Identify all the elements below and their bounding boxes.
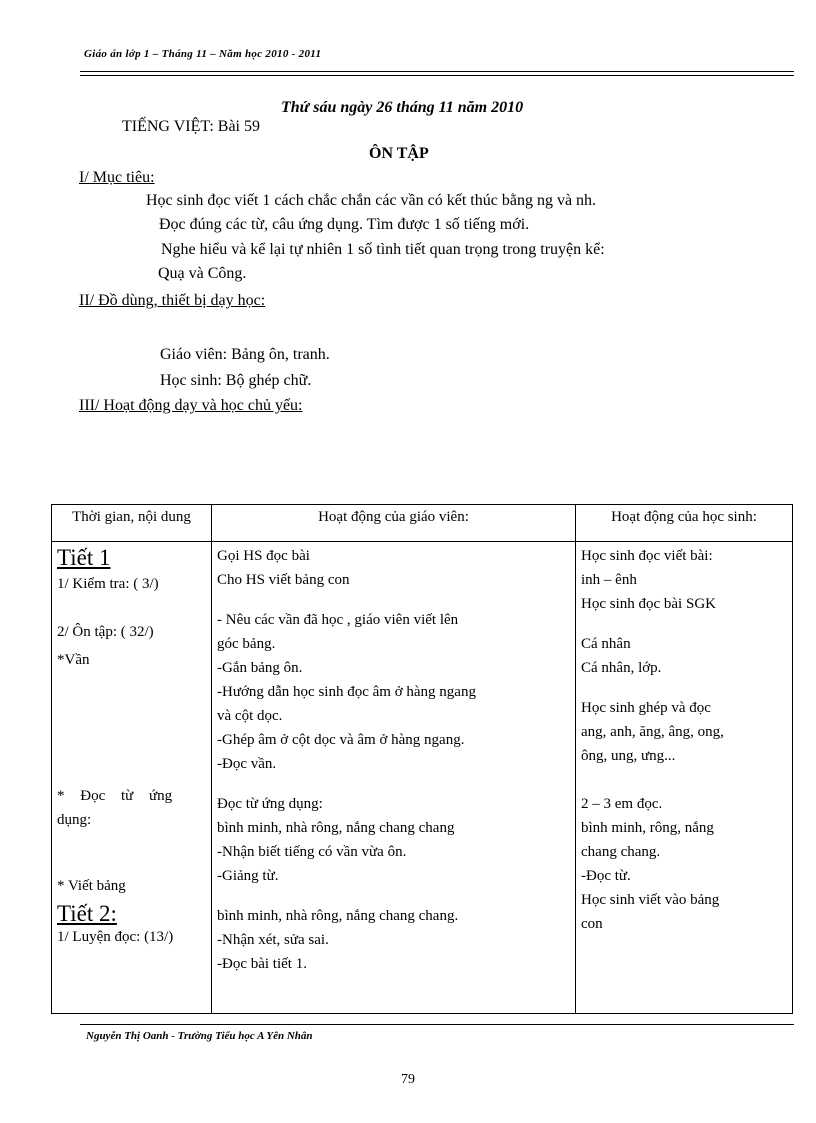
teacher-line: -Giảng từ. [217, 868, 279, 884]
tiet-2-heading: Tiết 2: [57, 901, 117, 926]
student-line: inh – ênh [581, 572, 637, 588]
col-header-time: Thời gian, nội dung [52, 505, 212, 542]
teacher-line: -Ghép âm ở cột dọc và âm ở hàng ngang. [217, 732, 465, 748]
materials-heading: II/ Đồ dùng, thiết bị dạy học: [79, 292, 266, 309]
teacher-line: bình minh, nhà rông, nắng chang chang. [217, 908, 459, 924]
student-line [581, 616, 787, 632]
teacher-line: -Nhận xét, sửa sai. [217, 932, 329, 948]
student-line: Cá nhân, lớp. [581, 660, 662, 676]
time-content-cell [52, 542, 212, 1014]
teacher-line: -Đọc bài tiết 1. [217, 956, 307, 972]
teacher-line [217, 888, 570, 904]
lesson-plan-table [51, 504, 793, 1014]
page-header: Giáo án lớp 1 – Tháng 11 – Năm học 2010 - 2011 [84, 48, 322, 60]
objective-item: Học sinh đọc viết 1 cách chắc chắn các vần có kết thúc bằng ng và nh. [146, 192, 597, 209]
lesson-title: ÔN TẬP [369, 145, 429, 162]
on-tap-label: 2/ Ôn tập: ( 32/) [57, 624, 154, 640]
col-header-student: Hoạt động của học sinh: [576, 505, 793, 542]
tiet-1-heading: Tiết 1 [57, 545, 111, 570]
student-line [581, 680, 787, 696]
material-item: Giáo viên: Bảng ôn, tranh. [160, 346, 330, 363]
teacher-line: -Nhận biết tiếng có vần vừa ôn. [217, 844, 407, 860]
lesson-date: Thứ sáu ngày 26 tháng 11 năm 2010 [281, 99, 524, 116]
student-line: Cá nhân [581, 636, 631, 652]
student-line [581, 768, 787, 792]
material-item: Học sinh: Bộ ghép chữ. [160, 372, 312, 389]
student-line: ông, ung, ưng... [581, 748, 676, 764]
page-number: 79 [401, 1072, 415, 1087]
student-line: ang, anh, ăng, âng, ong, [581, 724, 724, 740]
table-row [52, 542, 793, 1014]
student-line: con [581, 916, 603, 932]
student-line: Học sinh đọc bài SGK [581, 596, 716, 612]
teacher-line: Gọi HS đọc bài [217, 548, 310, 564]
teacher-line [217, 592, 570, 608]
teacher-line: - Nêu các vần đã học , giáo viên viết lên [217, 612, 459, 628]
kiem-tra-label: 1/ Kiểm tra: ( 3/) [57, 576, 159, 592]
student-line: 2 – 3 em đọc. [581, 796, 663, 812]
objectives-heading: I/ Mục tiêu: [79, 169, 155, 186]
objective-item: Nghe hiểu và kể lại tự nhiên 1 số tình tiết quan trọng trong truyện kể: [161, 241, 605, 258]
objective-item: Quạ và Công. [158, 265, 247, 282]
viet-bang-label: * Viết bảng [57, 878, 126, 894]
student-line: Học sinh đọc viết bài: [581, 548, 713, 564]
doc-tu-label: * Đọc từ ứng dụng: [57, 788, 173, 828]
student-activity-cell [576, 542, 793, 1014]
teacher-line: -Gắn bảng ôn. [217, 660, 303, 676]
student-line: Học sinh viết vào bảng [581, 892, 720, 908]
luyen-doc-label: 1/ Luyện đọc: (13/) [57, 929, 174, 945]
student-line: Học sinh ghép và đọc [581, 700, 711, 716]
lesson-subject: TIẾNG VIỆT: Bài 59 [122, 118, 260, 135]
teacher-line: Đọc từ ứng dụng: [217, 796, 323, 812]
table-header-row [52, 505, 793, 542]
teacher-line: -Hướng dẫn học sinh đọc âm ở hàng ngang [217, 684, 476, 700]
teacher-line: -Đọc vần. [217, 756, 277, 772]
teacher-line [217, 776, 570, 792]
teacher-activity-cell [212, 542, 576, 1014]
student-line: -Đọc từ. [581, 868, 631, 884]
header-rule-bottom [80, 75, 794, 76]
header-rule-top [80, 71, 794, 72]
teacher-line: Cho HS viết bảng con [217, 572, 350, 588]
objective-item: Đọc đúng các từ, câu ứng dụng. Tìm được 1 số tiếng mới. [159, 216, 530, 233]
teacher-line: góc bảng. [217, 636, 276, 652]
page-footer: Nguyễn Thị Oanh - Trường Tiểu học A Yên Nhân [86, 1030, 313, 1042]
van-label: *Vần [57, 652, 90, 668]
activities-heading: III/ Hoạt động dạy và học chủ yếu: [79, 397, 303, 414]
teacher-line: và cột dọc. [217, 708, 283, 724]
col-header-teacher: Hoạt động của giáo viên: [212, 505, 576, 542]
student-line: chang chang. [581, 844, 661, 860]
footer-rule [80, 1024, 794, 1025]
teacher-line: bình minh, nhà rông, nắng chang chang [217, 820, 455, 836]
student-line: bình minh, rông, nắng [581, 820, 714, 836]
